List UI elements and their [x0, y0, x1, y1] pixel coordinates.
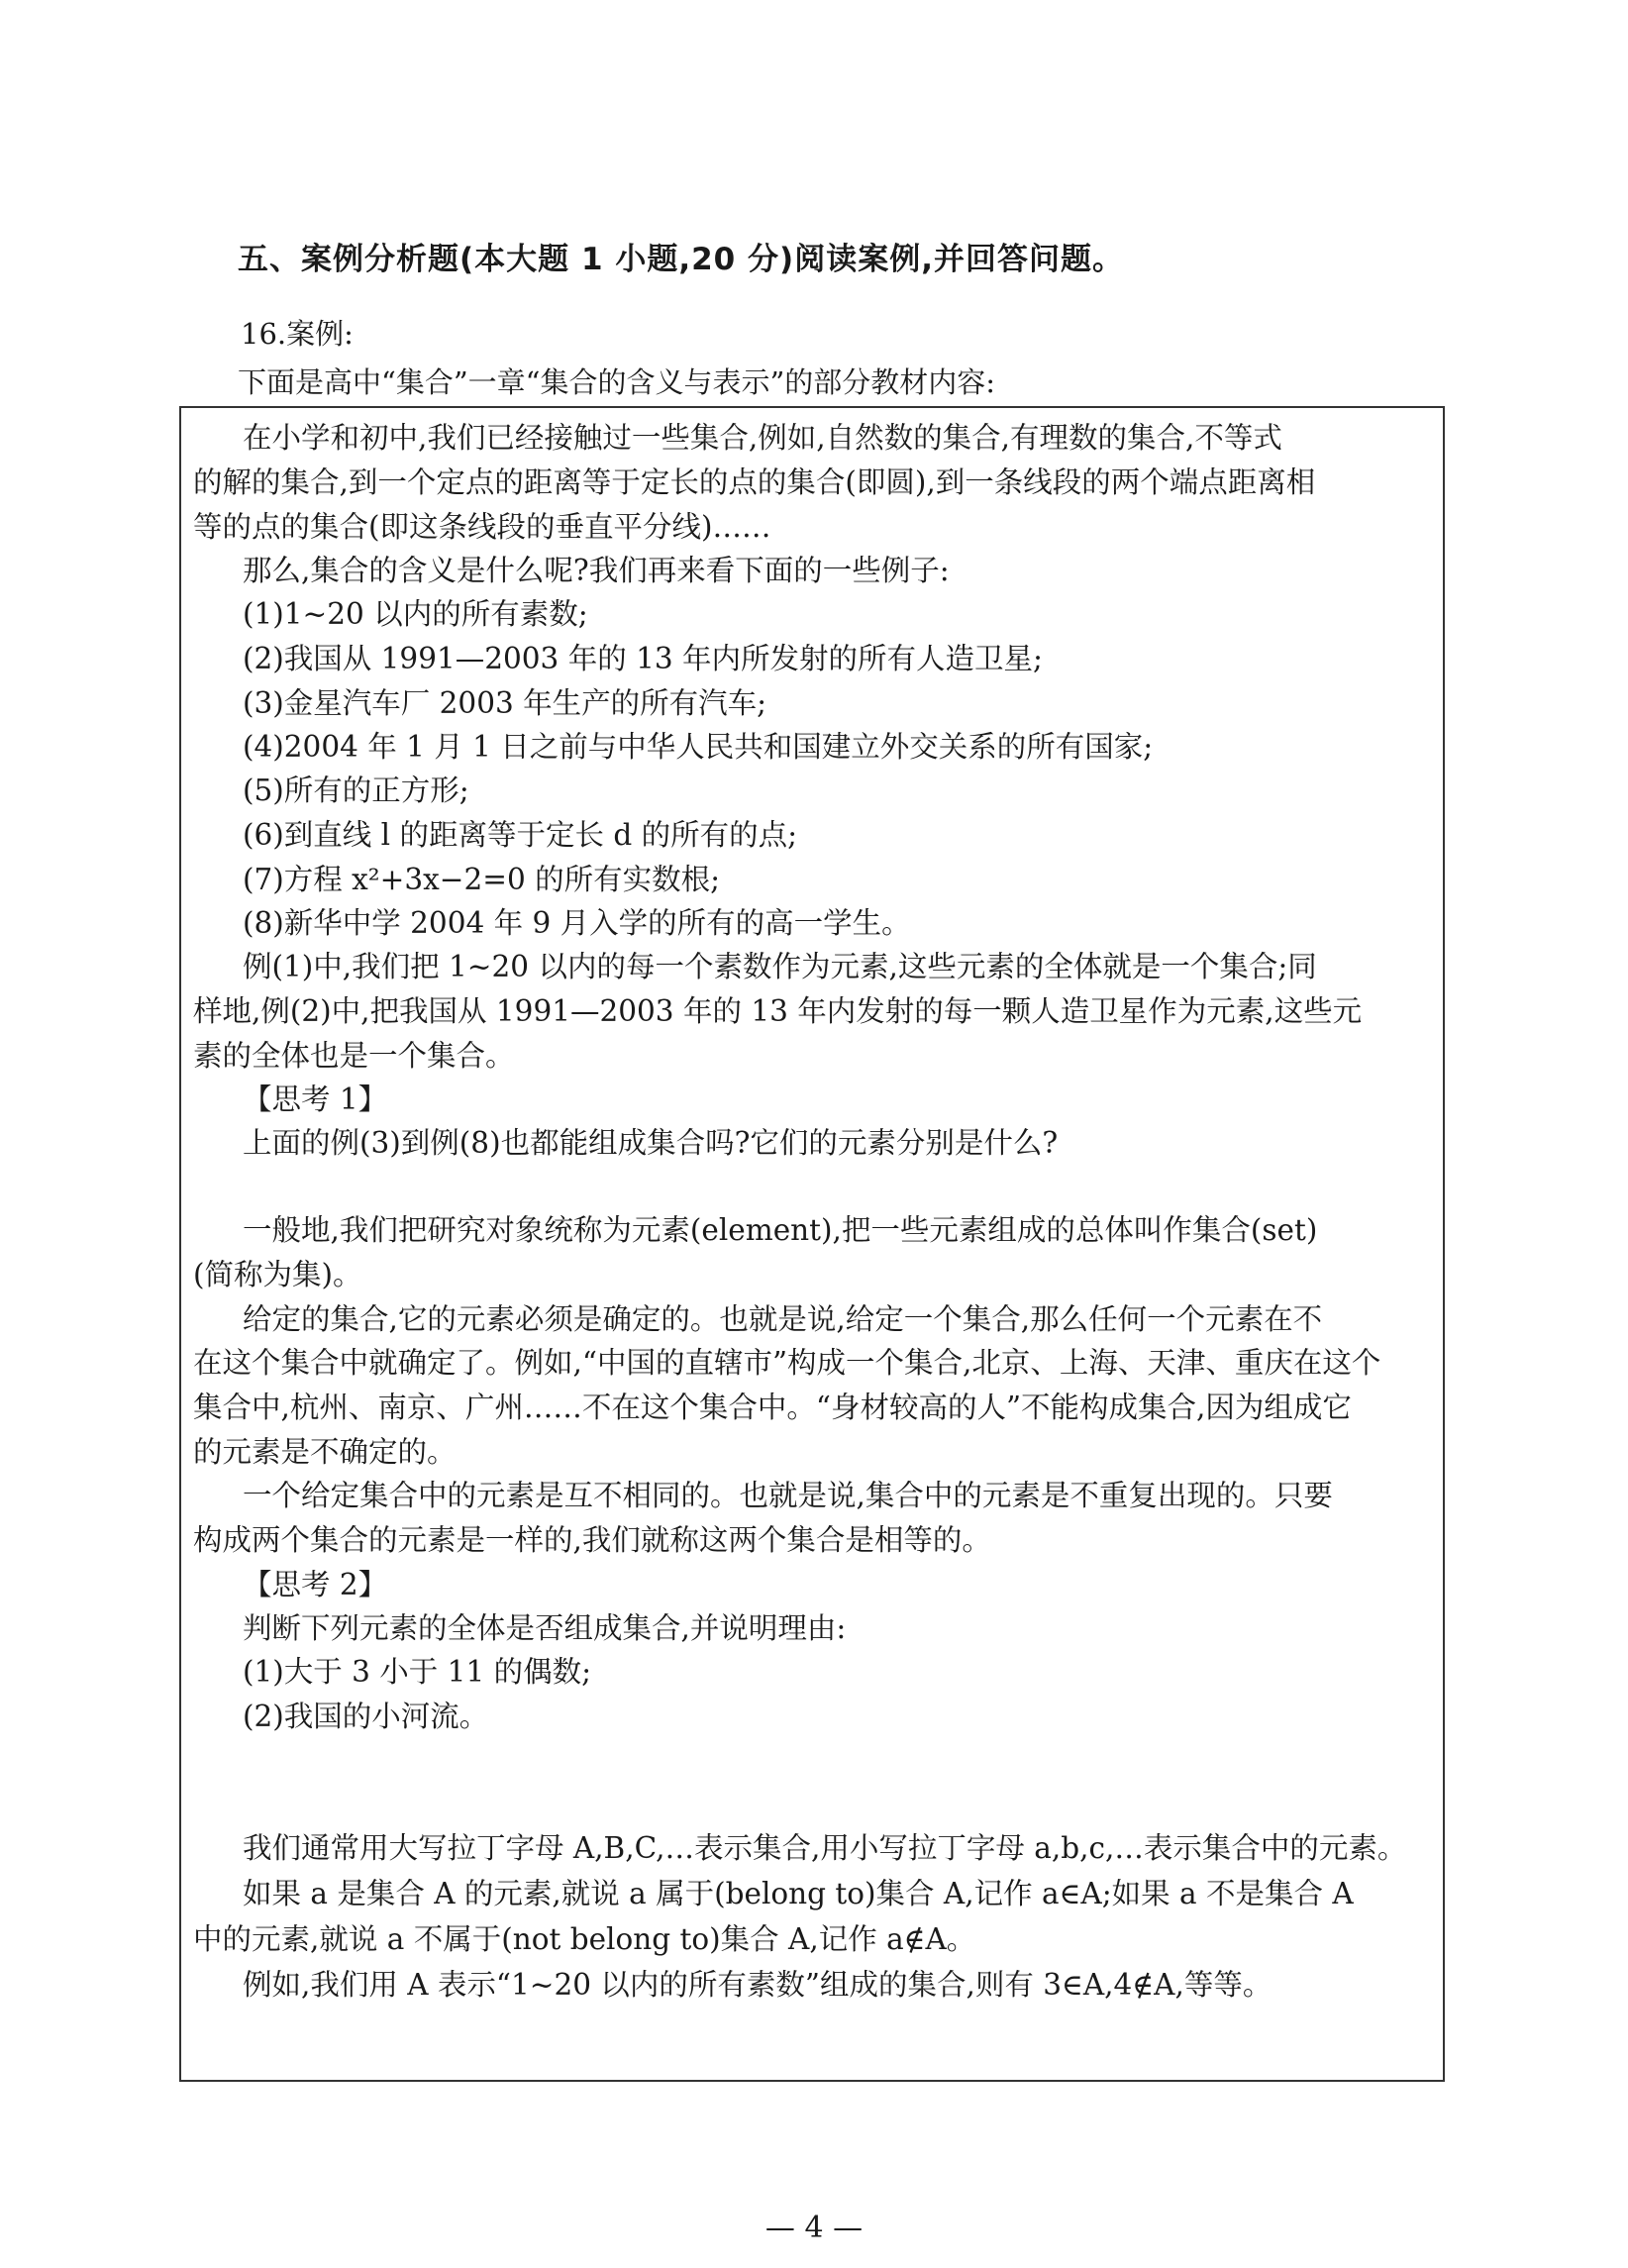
case-line: (7)方程 x²+3x−2=0 的所有实数根;	[243, 863, 721, 896]
section-heading: 五、案例分析题(本大题 1 小题,20 分)阅读案例,并回答问题。	[238, 242, 1124, 277]
case-line: (1)大于 3 小于 11 的偶数;	[243, 1655, 592, 1689]
case-line: 的元素是不确定的。	[193, 1435, 457, 1469]
case-line: 【思考 1】	[243, 1082, 388, 1116]
case-line: (4)2004 年 1 月 1 日之前与中华人民共和国建立外交关系的所有国家;	[243, 730, 1154, 764]
case-line: (8)新华中学 2004 年 9 月入学的所有的高一学生。	[243, 906, 911, 940]
case-line: 我们通常用大写拉丁字母 A,B,C,…表示集合,用小写拉丁字母 a,b,c,…表示集合中的元素。	[243, 1831, 1407, 1865]
case-line: 在小学和初中,我们已经接触过一些集合,例如,自然数的集合,有理数的集合,不等式	[243, 421, 1282, 455]
case-line: 在这个集合中就确定了。例如,“中国的直辖市”构成一个集合,北京、上海、天津、重庆在这个	[193, 1346, 1381, 1380]
case-line: 那么,集合的含义是什么呢?我们再来看下面的一些例子:	[243, 554, 950, 587]
case-line: (简称为集)。	[193, 1258, 362, 1291]
case-line: (2)我国的小河流。	[243, 1700, 489, 1733]
case-line: 构成两个集合的元素是一样的,我们就称这两个集合是相等的。	[193, 1523, 991, 1557]
case-line: 中的元素,就说 a 不属于(not belong to)集合 A,记作 a∉A。	[193, 1922, 976, 1956]
case-line: 例如,我们用 A 表示“1~20 以内的所有素数”组成的集合,则有 3∈A,4∉A,等等。	[243, 1968, 1272, 2002]
case-line: (1)1~20 以内的所有素数;	[243, 597, 588, 631]
case-line: 集合中,杭州、南京、广州……不在这个集合中。“身材较高的人”不能构成集合,因为组成它	[193, 1391, 1352, 1424]
case-line: 判断下列元素的全体是否组成集合,并说明理由:	[243, 1611, 847, 1645]
case-line: (5)所有的正方形;	[243, 773, 469, 807]
case-line: (6)到直线 l 的距离等于定长 d 的所有的点;	[243, 818, 798, 852]
page-number: — 4 —	[764, 2211, 864, 2245]
case-line: 等的点的集合(即这条线段的垂直平分线)……	[193, 510, 771, 544]
case-line: 一般地,我们把研究对象统称为元素(element),把一些元素组成的总体叫作集合(set)	[243, 1213, 1318, 1247]
case-line: 样地,例(2)中,把我国从 1991—2003 年的 13 年内发射的每一颗人造卫星作为元素,这些元	[193, 994, 1363, 1028]
case-content-box	[179, 406, 1445, 2082]
case-line: (2)我国从 1991—2003 年的 13 年内所发射的所有人造卫星;	[243, 642, 1043, 675]
case-line: 例(1)中,我们把 1~20 以内的每一个素数作为元素,这些元素的全体就是一个集合;同	[243, 950, 1317, 983]
case-line: (3)金星汽车厂 2003 年生产的所有汽车;	[243, 686, 767, 720]
case-line: 给定的集合,它的元素必须是确定的。也就是说,给定一个集合,那么任何一个元素在不	[243, 1302, 1323, 1336]
case-line: 如果 a 是集合 A 的元素,就说 a 属于(belong to)集合 A,记作 a∈A;如果 a 不是集合 A	[243, 1877, 1354, 1910]
case-line: 【思考 2】	[243, 1568, 388, 1601]
question-intro: 下面是高中“集合”一章“集合的含义与表示”的部分教材内容:	[238, 365, 996, 399]
case-line: 上面的例(3)到例(8)也都能组成集合吗?它们的元素分别是什么?	[243, 1126, 1059, 1160]
case-line: 的解的集合,到一个定点的距离等于定长的点的集合(即圆),到一条线段的两个端点距离相	[193, 465, 1316, 499]
question-number: 16.案例:	[241, 317, 354, 351]
case-line: 一个给定集合中的元素是互不相同的。也就是说,集合中的元素是不重复出现的。只要	[243, 1479, 1333, 1512]
case-line: 素的全体也是一个集合。	[193, 1039, 515, 1073]
